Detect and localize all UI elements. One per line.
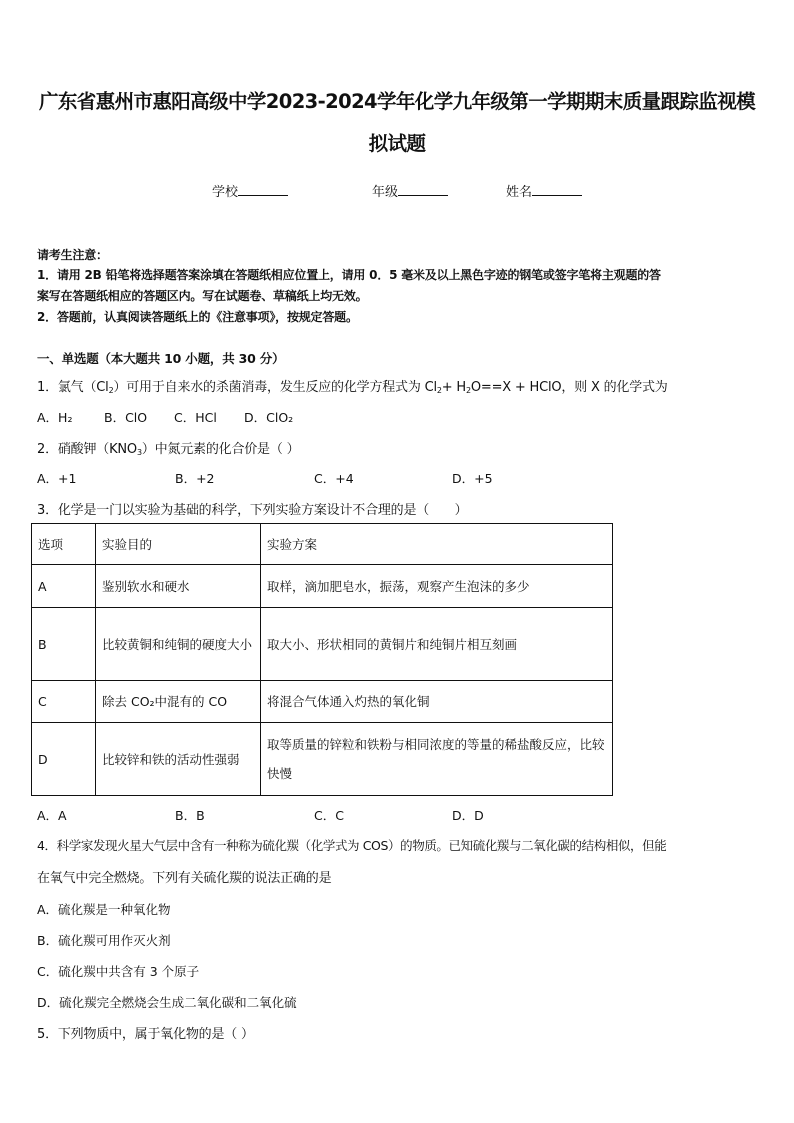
name-blank[interactable] (532, 183, 582, 196)
table-cell: 将混合气体通入灼热的氧化铜 (261, 681, 613, 723)
document-title-line1: 广东省惠州市惠阳高级中学2023-2024学年化学九年级第一学期期末质量跟踪监视模 (38, 90, 756, 113)
table-cell: 鉴别软水和硬水 (96, 565, 261, 608)
table-cell: D (32, 723, 96, 796)
table-header-cell: 选项 (32, 524, 96, 565)
q1-option-c[interactable]: C．HCl (174, 410, 217, 425)
notes-heading: 请考生注意： (37, 248, 108, 262)
q3-option-d[interactable]: D．D (452, 808, 484, 823)
school-blank[interactable] (238, 183, 288, 196)
table-cell: 取样，滴加肥皂水，振荡，观察产生泡沫的多少 (261, 565, 613, 608)
table-header-cell: 实验目的 (96, 524, 261, 565)
question-5-stem: 5．下列物质中，属于氧化物的是（ ） (37, 1027, 254, 1042)
question-1-stem: 1．氯气$(Cl_2)$可用于自来水的杀菌消毒，发生反应的化学方程式为 $Cl_2+ H_2O==X$ + HClO，则 X 的化学式为 (37, 380, 668, 395)
notes-item2: 2．答题前，认真阅读答题纸上的《注意事项》，按规定答题。 (37, 310, 358, 324)
notes-item1b: 案写在答题纸相应的答题区内。写在试题卷、草稿纸上均无效。 (37, 289, 368, 303)
q2-option-b[interactable]: B．+2 (175, 471, 215, 486)
section-heading: 一、单选题（本大题共 10 小题，共 30 分） (37, 351, 285, 366)
q2-option-d[interactable]: D．+5 (452, 471, 493, 486)
table-header-cell: 实验方案 (261, 524, 613, 565)
grade-blank[interactable] (398, 183, 448, 196)
name-field[interactable]: 姓名 (506, 181, 582, 200)
q4-option-c[interactable]: C．硫化羰中共含有 3 个原子 (37, 964, 200, 979)
table-cell: B (32, 608, 96, 681)
q1-option-a[interactable]: A．H₂ (37, 410, 73, 425)
table-cell: 除去 CO₂中混有的 CO (96, 681, 261, 723)
q3-option-a[interactable]: A．A (37, 808, 67, 823)
table-cell: A (32, 565, 96, 608)
school-field[interactable]: 学校 (212, 181, 288, 200)
table-cell: 比较黄铜和纯铜的硬度大小 (96, 608, 261, 681)
table-row (32, 681, 613, 723)
table-cell: 取等质量的锌粒和铁粉与相同浓度的等量的稀盐酸反应，比较快慢 (261, 723, 613, 796)
table-row (32, 565, 613, 608)
question-3-stem: 3．化学是一门以实验为基础的科学，下列实验方案设计不合理的是（ ） (37, 503, 468, 518)
experiment-table (31, 523, 613, 796)
question-4-stem-line2: 在氧气中完全燃烧。下列有关硫化羰的说法正确的是 (37, 871, 332, 886)
q3-option-c[interactable]: C．C (314, 808, 344, 823)
q1-option-d[interactable]: D．ClO₂ (244, 410, 294, 425)
notes-item1a: 1．请用 2B 铅笔将选择题答案涂填在答题纸相应位置上，请用 0．5 毫米及以上黑色字迹的钢笔或签字笔将主观题的答 (37, 268, 661, 282)
table-header-row (32, 524, 613, 565)
question-4-stem-line1: 4．科学家发现火星大气层中含有一种称为硫化羰（化学式为 COS）的物质。已知硫化羰与二氧化碳的结构相似，但能 (37, 838, 667, 853)
q4-option-a[interactable]: A．硫化羰是一种氧化物 (37, 902, 171, 917)
q1-option-b[interactable]: B．ClO (104, 410, 148, 425)
q3-option-b[interactable]: B．B (175, 808, 205, 823)
table-row (32, 723, 613, 796)
q4-option-d[interactable]: D．硫化羰完全燃烧会生成二氧化碳和二氧化硫 (37, 995, 297, 1010)
table-cell: 比较锌和铁的活动性强弱 (96, 723, 261, 796)
q2-option-a[interactable]: A．+1 (37, 471, 77, 486)
table-cell: C (32, 681, 96, 723)
table-cell: 取大小、形状相同的黄铜片和纯铜片相互刻画 (261, 608, 613, 681)
grade-field[interactable]: 年级 (372, 181, 448, 200)
q4-option-b[interactable]: B．硫化羰可用作灭火剂 (37, 933, 171, 948)
question-2-stem: 2．硝酸钾$(KNO_3)$中氮元素的化合价是（ ） (37, 442, 300, 457)
table-row (32, 608, 613, 681)
document-title-line2: 拟试题 (368, 132, 426, 155)
q2-option-c[interactable]: C．+4 (314, 471, 354, 486)
